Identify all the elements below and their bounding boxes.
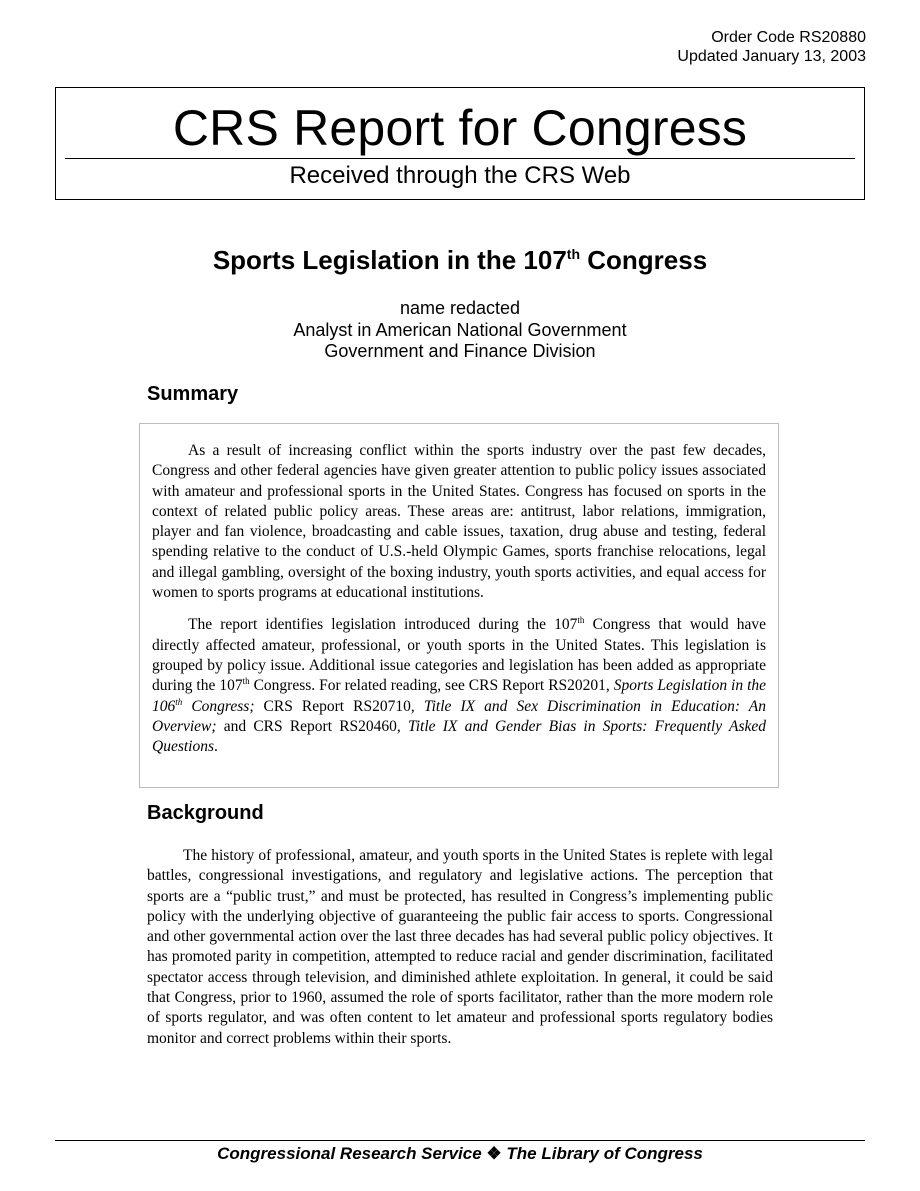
footer-left: Congressional Research Service xyxy=(217,1144,482,1163)
summary-heading: Summary xyxy=(147,383,239,405)
background-paragraph-1: The history of professional, amateur, and youth sports in the United States is replete with legal battles, congressional investigations, and regulatory and legislative actions. The perception that sports are a “public trust,” and must be protected, has resulted in Congress’s implementing public policy with the underlying objective of guaranteeing the public fair access to sports. Congressional and other governmental action over the last three decades has had several public policy objectives. It has promoted parity in competition, attempted to reduce racial and gender discrimination, facilitated spectator access through television, and diminished athlete exploitation. In general, it could be said that Congress, prior to 1960, assumed the role of sports facilitator, rather than the more modern role of sports regulator, and was often content to let amateur and professional sports regulatory bodies monitor and correct problems within their sports. xyxy=(147,847,773,1047)
report-title-prefix: Sports Legislation in the 107 xyxy=(212,245,567,275)
footer-right: The Library of Congress xyxy=(506,1144,703,1163)
masthead-title: CRS Report for Congress xyxy=(172,100,748,156)
citation-rs20201: Sports Legislation in the 106th Congress; xyxy=(152,677,767,715)
author-block xyxy=(0,298,920,363)
author-name: name redacted xyxy=(399,298,521,318)
masthead-subtitle: Received through the CRS Web xyxy=(289,162,631,189)
report-title xyxy=(0,244,920,276)
citation-rs20460: Title IX and Gender Bias in Sports: Frequently Asked Questions xyxy=(152,717,767,756)
citation-rs20710: Title IX and Sex Discrimination in Education: An Overview; xyxy=(152,697,766,735)
footer-rule xyxy=(55,1140,865,1141)
author-division: Government and Finance Division xyxy=(324,341,596,361)
summary-paragraph-1: As a result of increasing conflict within the sports industry over the past few decades, Congress and other federal agencies have given greater attention to public policy issues associated with amateur and professional sports in the United States. Congress has focused on sports in the context of related public policy areas. These areas are: antitrust, labor relations, immigration, player and fan violence, broadcasting and cable issues, taxation, drug abuse and testing, federal spending relative to the conduct of U.S.-held Olympic Games, sports franchise relocations, legal and illegal gambling, oversight of the boxing industry, youth sports activities, and equal access for women to sports programs at educational institutions. xyxy=(152,442,766,602)
footer xyxy=(0,1143,920,1165)
order-code-block xyxy=(677,28,866,66)
diamond-ornament-icon: ❖ xyxy=(486,1144,502,1163)
summary-paragraph-2: The report identifies legislation introduced during the 107th Congress that would have directly affected amateur, professional, or youth sports in the United States. This legislation is grouped by policy issue. Additional issue categories and legislation has been added as appropriate during the 107th Congress. For related reading, see CRS Report RS20201, Sports Legislation in the 106th Congress; CRS Report RS20710, Title IX and Sex Discrimination in Education: An Overview; and CRS Report RS20460, Title IX and Gender Bias in Sports: Frequently Asked Questions. xyxy=(152,615,767,756)
order-code: Order Code RS20880 xyxy=(711,29,866,46)
summary-box xyxy=(139,423,779,788)
summary-text xyxy=(152,441,766,757)
masthead xyxy=(55,87,865,200)
author-position: Analyst in American National Government xyxy=(293,319,627,340)
masthead-rule xyxy=(65,158,855,159)
report-title-suffix: Congress xyxy=(580,245,708,275)
background-heading: Background xyxy=(147,802,264,824)
background-text xyxy=(147,846,773,1049)
updated-date: Updated January 13, 2003 xyxy=(677,48,866,65)
report-title-sup: th xyxy=(566,246,581,262)
